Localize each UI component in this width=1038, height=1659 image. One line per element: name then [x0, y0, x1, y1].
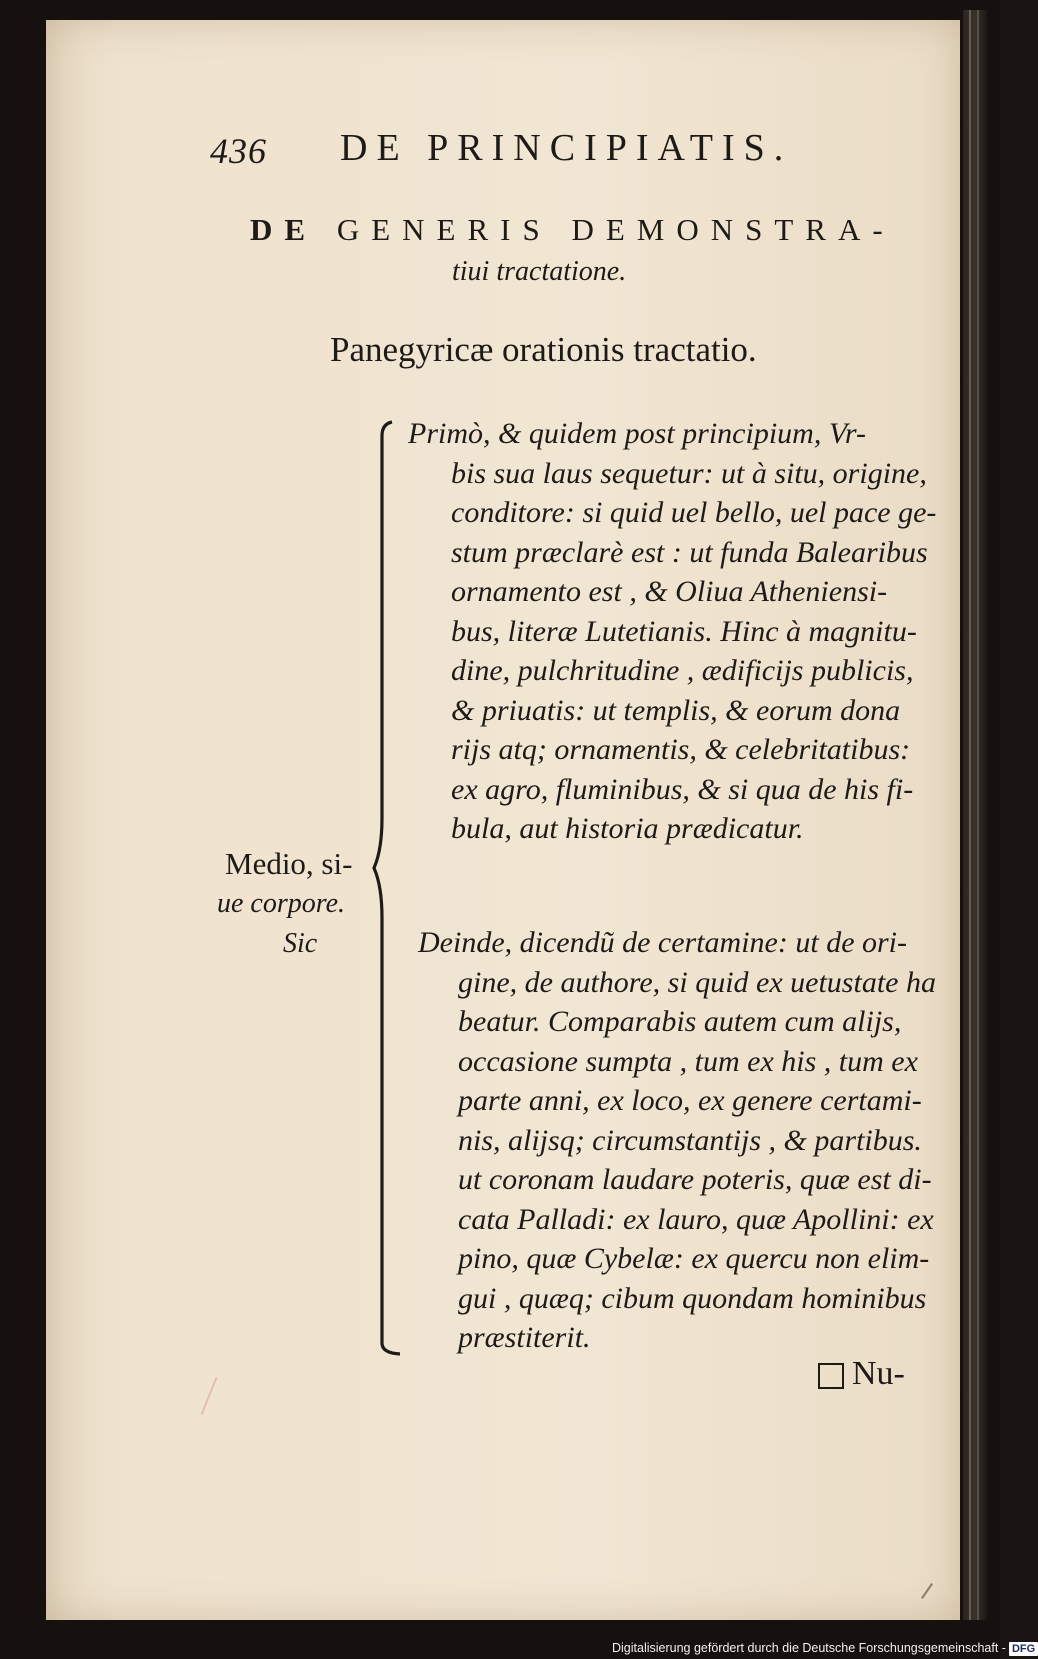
margin-note-line: Medio, si- — [225, 846, 353, 881]
section-heading — [250, 212, 895, 248]
text-line: Primò, & quidem post principium, Vr- — [408, 417, 866, 450]
text-line: ut coronam laudare poteris, quæ est di- — [458, 1163, 932, 1196]
catchword — [818, 1355, 905, 1393]
text-line: rijs atq; ornamentis, & celebritatibus: — [451, 733, 911, 766]
section-heading-rest: GENERIS DEMONSTRA- — [336, 212, 895, 247]
subheading: Panegyricæ orationis tractatio. — [330, 330, 757, 369]
text-line: ex agro, fluminibus, & si qua de his fi- — [451, 772, 914, 806]
digitization-credit — [612, 1638, 1036, 1659]
text-line: gui , quæq; cibum quondam hominibus — [458, 1281, 927, 1315]
catchword-text: Nu- — [852, 1355, 905, 1392]
text-line: cata Palladi: ex lauro, quæ Apollini: ex — [458, 1202, 934, 1236]
text-line: gine, de authore, si quid ex uetustate ha — [458, 965, 936, 999]
text-line: parte anni, ex loco, ex genere certami- — [458, 1084, 922, 1117]
text-line: præstiterit. — [458, 1321, 591, 1354]
credit-text: Digitalisierung gefördert durch die Deutsche Forschungsgemeinschaft - — [612, 1641, 1006, 1655]
running-title: DE PRINCIPIATIS. — [340, 127, 793, 169]
text-line: & priuatis: ut templis, & eorum dona — [451, 693, 901, 727]
text-line: bis sua laus sequetur: ut à situ, origine, — [451, 456, 927, 490]
box-icon — [818, 1363, 844, 1389]
margin-note-line: ue corpore. — [217, 888, 346, 919]
running-header — [210, 126, 850, 178]
page-number: 436 — [210, 131, 267, 171]
paragraph-deinde — [418, 923, 936, 1358]
section-heading-first-word: DE — [250, 212, 318, 247]
text-line: Deinde, dicendũ de certamine: ut de ori- — [418, 926, 908, 959]
text-line: occasione sumpta , tum ex his , tum ex — [458, 1044, 918, 1078]
margin-note — [217, 844, 375, 964]
text-line: conditore: si quid uel bello, uel pace ge- — [451, 496, 937, 529]
book-page-edges — [963, 10, 987, 1620]
text-line: nis, alijsq; circumstantijs , & partibus. — [458, 1123, 922, 1157]
text-line: bula, aut historia prædicatur. — [451, 812, 804, 845]
text-line: beatur. Comparabis autem cum alijs, — [458, 1005, 902, 1038]
text-line: stum præclarè est : ut funda Balearibus — [451, 535, 928, 569]
paragraph-primo — [408, 414, 936, 849]
section-heading-line2: tiui tractatione. — [452, 256, 627, 287]
text-line: dine, pulchritudine , ædificijs publicis, — [451, 654, 914, 687]
text-line: ornamento est , & Oliua Atheniensi- — [451, 575, 888, 608]
dfg-logo: DFG — [1009, 1642, 1038, 1656]
text-line: bus, literæ Lutetianis. Hinc à magnitu- — [451, 614, 917, 648]
margin-note-line: Sic — [283, 928, 318, 959]
text-line: pino, quæ Cybelæ: ex quercu non elim- — [458, 1242, 930, 1275]
